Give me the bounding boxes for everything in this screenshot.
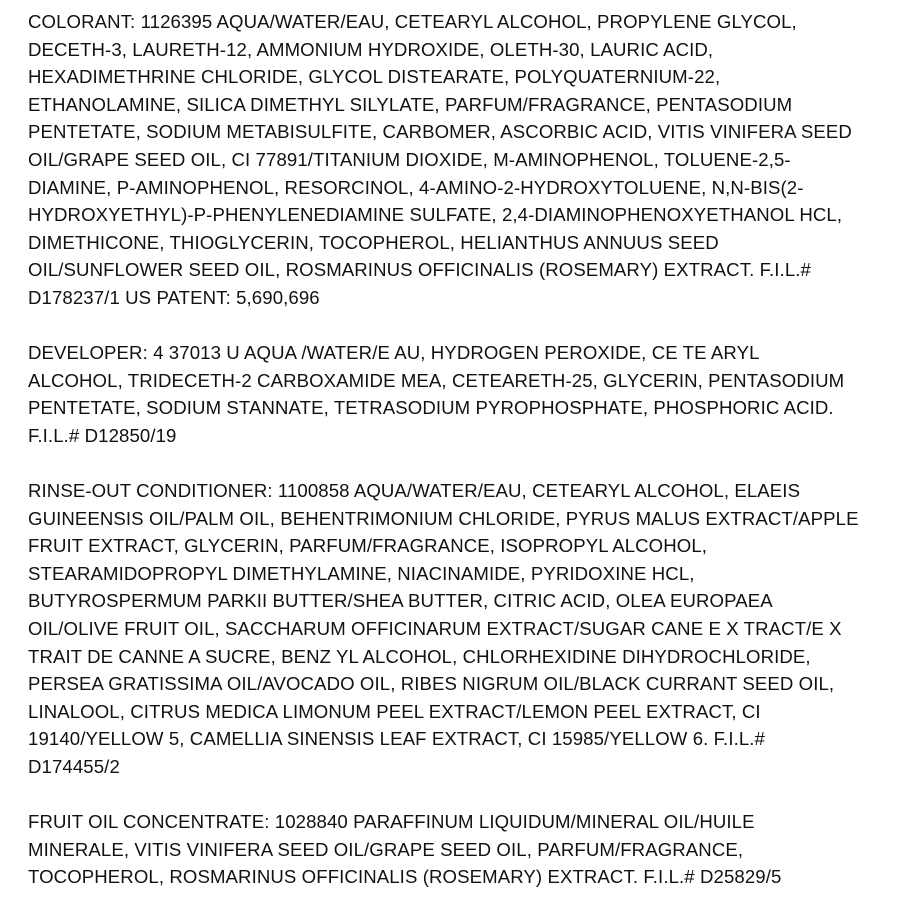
text-line: FRUIT OIL CONCENTRATE: 1028840 PARAFFINUM LIQUIDUM/MINERAL OIL/HUILE [28, 811, 755, 833]
text-line: RINSE-OUT CONDITIONER: 1100858 AQUA/WATER/EAU, CETEARYL ALCOHOL, ELAEIS [28, 480, 801, 502]
text-line: F.I.L.# D12850/19 [28, 424, 177, 446]
text-line: OIL/GRAPE SEED OIL, CI 77891/TITANIUM DIOXIDE, M-AMINOPHENOL, TOLUENE-2,5- [28, 148, 791, 170]
text-line: PERSEA GRATISSIMA OIL/AVOCADO OIL, RIBES NIGRUM OIL/BLACK CURRANT SEED OIL, [28, 673, 835, 695]
text-line: STEARAMIDOPROPYL DIMETHYLAMINE, NIACINAMIDE, PYRIDOXINE HCL, [28, 562, 695, 584]
fruit-oil-concentrate-section [28, 808, 890, 891]
text-line: HYDROXYETHYL)-P-PHENYLENEDIAMINE SULFATE, 2,4-DIAMINOPHENOXYETHANOL HCL, [28, 204, 843, 226]
text-line: ETHANOLAMINE, SILICA DIMETHYL SILYLATE, PARFUM/FRAGRANCE, PENTASODIUM [28, 93, 793, 115]
text-line: GUINEENSIS OIL/PALM OIL, BEHENTRIMONIUM CHLORIDE, PYRUS MALUS EXTRACT/APPLE [28, 507, 859, 529]
text-line: TRAIT DE CANNE A SUCRE, BENZ YL ALCOHOL, CHLORHEXIDINE DIHYDROCHLORIDE, [28, 645, 811, 667]
text-line: D174455/2 [28, 756, 120, 778]
text-line: PENTETATE, SODIUM STANNATE, TETRASODIUM PYROPHOSPHATE, PHOSPHORIC ACID. [28, 397, 834, 419]
text-line: FRUIT EXTRACT, GLYCERIN, PARFUM/FRAGRANCE, ISOPROPYL ALCOHOL, [28, 535, 708, 557]
text-line: BUTYROSPERMUM PARKII BUTTER/SHEA BUTTER, CITRIC ACID, OLEA EUROPAEA [28, 590, 773, 612]
ingredients-document [28, 8, 890, 919]
text-line: 19140/YELLOW 5, CAMELLIA SINENSIS LEAF EXTRACT, CI 15985/YELLOW 6. F.I.L.# [28, 728, 766, 750]
rinse-out-conditioner-section [28, 477, 890, 781]
developer-section [28, 339, 890, 449]
text-line: TOCOPHEROL, ROSMARINUS OFFICINALIS (ROSEMARY) EXTRACT. F.I.L.# D25829/5 [28, 866, 782, 888]
text-line: ALCOHOL, TRIDECETH-2 CARBOXAMIDE MEA, CETEARETH-25, GLYCERIN, PENTASODIUM [28, 369, 845, 391]
text-line: MINERALE, VITIS VINIFERA SEED OIL/GRAPE SEED OIL, PARFUM/FRAGRANCE, [28, 838, 744, 860]
text-line: COLORANT: 1126395 AQUA/WATER/EAU, CETEARYL ALCOHOL, PROPYLENE GLYCOL, [28, 11, 797, 32]
text-line: D178237/1 US PATENT: 5,690,696 [28, 286, 320, 308]
colorant-section [28, 8, 890, 312]
text-line: DEVELOPER: 4 37013 U AQUA /WATER/E AU, HYDROGEN PEROXIDE, CE TE ARYL [28, 342, 760, 364]
text-line: LINALOOL, CITRUS MEDICA LIMONUM PEEL EXTRACT/LEMON PEEL EXTRACT, CI [28, 700, 761, 722]
text-line: PENTETATE, SODIUM METABISULFITE, CARBOMER, ASCORBIC ACID, VITIS VINIFERA SEED [28, 121, 852, 143]
text-line: DECETH-3, LAURETH-12, AMMONIUM HYDROXIDE, OLETH-30, LAURIC ACID, [28, 38, 714, 60]
text-line: OIL/SUNFLOWER SEED OIL, ROSMARINUS OFFICINALIS (ROSEMARY) EXTRACT. F.I.L.# [28, 259, 811, 281]
text-line: DIAMINE, P-AMINOPHENOL, RESORCINOL, 4-AMINO-2-HYDROXYTOLUENE, N,N-BIS(2- [28, 176, 804, 198]
text-line: OIL/OLIVE FRUIT OIL, SACCHARUM OFFICINARUM EXTRACT/SUGAR CANE E X TRACT/E X [28, 618, 842, 640]
text-line: DIMETHICONE, THIOGLYCERIN, TOCOPHEROL, HELIANTHUS ANNUUS SEED [28, 231, 719, 253]
text-line: HEXADIMETHRINE CHLORIDE, GLYCOL DISTEARATE, POLYQUATERNIUM-22, [28, 66, 721, 88]
